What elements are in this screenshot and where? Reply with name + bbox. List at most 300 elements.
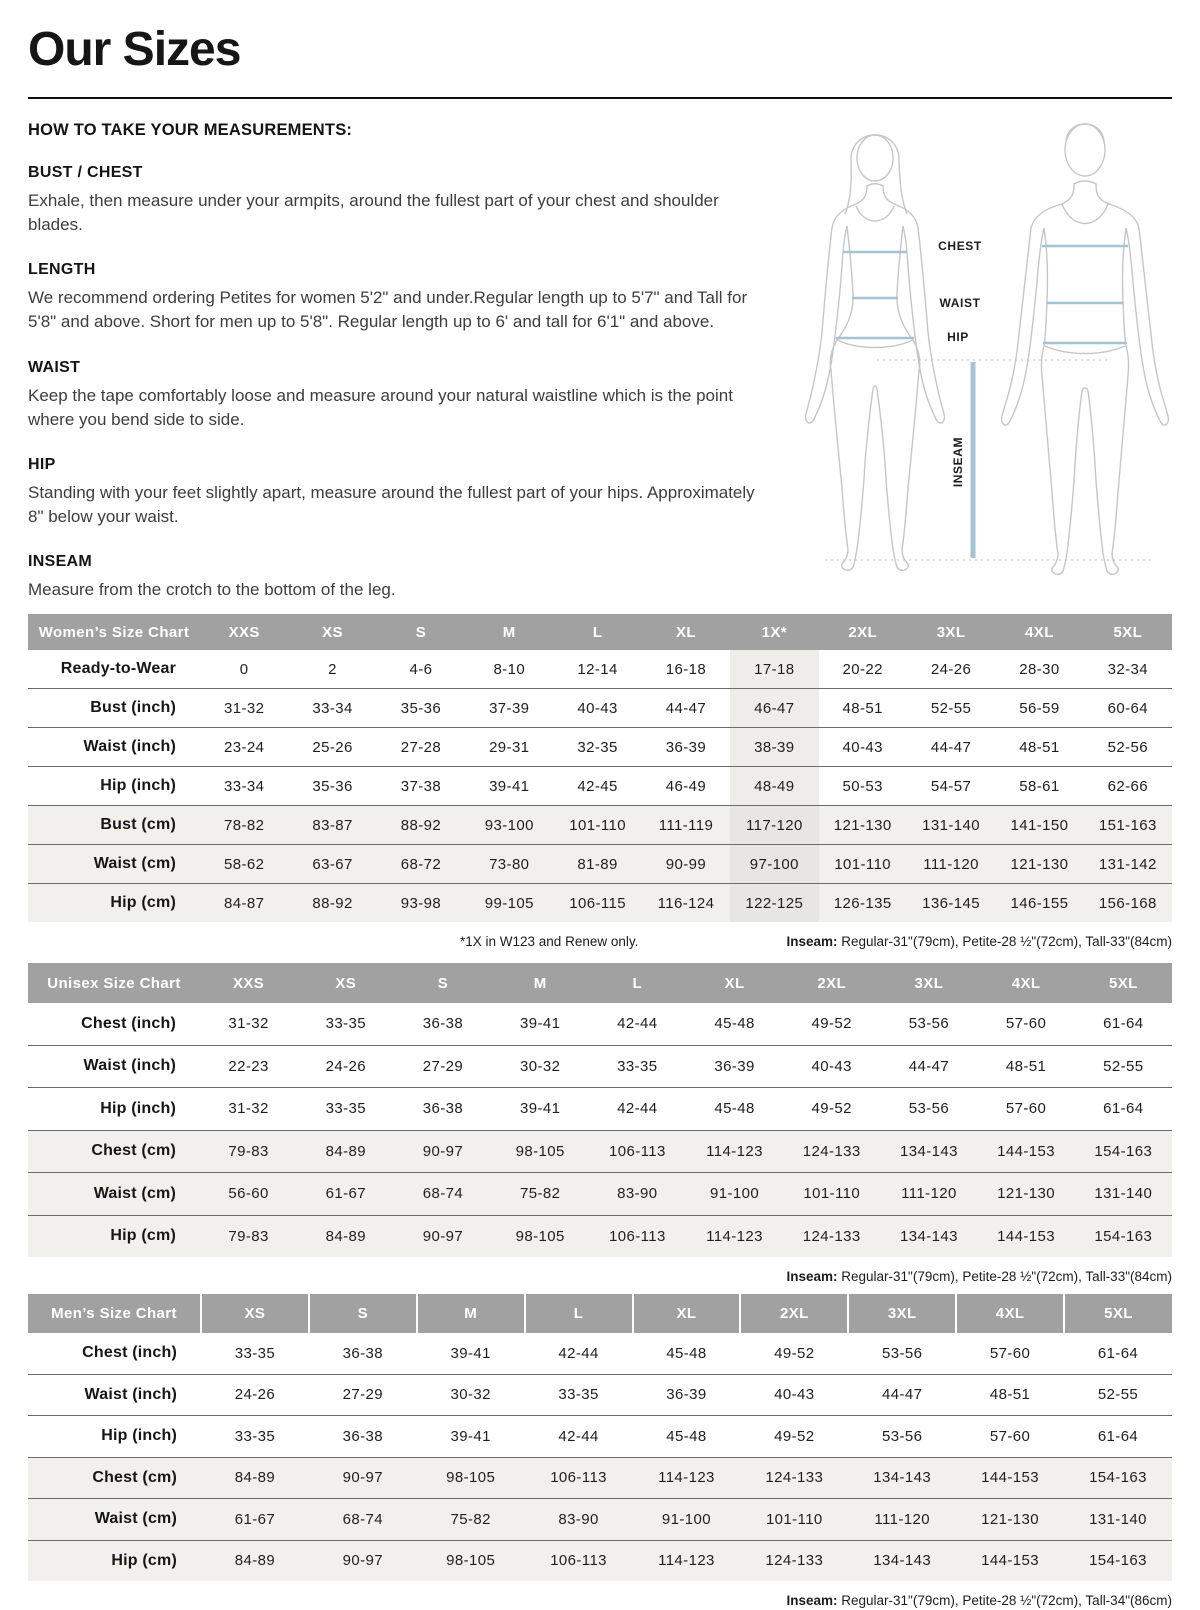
size-cell: 90-97 [309, 1540, 417, 1581]
size-cell: 49-52 [774, 1344, 815, 1362]
size-cell: 57-60 [989, 1344, 1031, 1362]
man-figure-illustration [1002, 124, 1169, 574]
size-cell: 114-123 [633, 1457, 741, 1499]
row-label: Chest (inch) [82, 1344, 177, 1362]
size-cell: 97-100 [730, 845, 818, 884]
inseam-footnote-text: Regular-31"(79cm), Petite-28 ½"(72cm), Tall-33"(84cm) [837, 934, 1172, 949]
size-cell: 32-34 [1107, 660, 1148, 678]
size-cell: 131-140 [1075, 1173, 1172, 1216]
size-cell: 58-62 [200, 845, 288, 884]
size-column-header: 2XL [819, 614, 907, 650]
row-label: Hip (cm) [28, 1215, 200, 1257]
size-column-header: 4XL [956, 1294, 1064, 1333]
size-column-header: XS [201, 1294, 309, 1333]
size-column-header: 1X* [730, 614, 818, 650]
size-cell: 116-124 [642, 884, 730, 923]
size-cell: 111-120 [880, 1173, 977, 1216]
size-column-header: XS [297, 963, 394, 1003]
unisex-size-chart-section [28, 963, 1172, 1286]
table-row [28, 689, 1172, 728]
size-cell: 30-32 [417, 1374, 525, 1416]
table-row [28, 650, 1172, 689]
size-cell: 31-32 [200, 1088, 297, 1131]
size-cell: 75-82 [492, 1173, 589, 1216]
size-cell: 48-51 [819, 689, 907, 728]
size-cell: 91-100 [633, 1499, 741, 1541]
size-cell: 61-64 [1064, 1416, 1172, 1458]
size-cell: 22-23 [200, 1045, 297, 1088]
section-body-waist: Keep the tape comfortably loose and measure around your natural waistline which is the point where you bend side to side. [28, 385, 733, 429]
size-cell: 53-56 [908, 1015, 950, 1033]
row-label: Chest (inch) [81, 1014, 176, 1032]
size-cell: 39-41 [519, 1015, 561, 1033]
size-cell: 106-113 [525, 1540, 633, 1581]
size-cell: 131-140 [907, 806, 995, 845]
size-cell: 68-74 [394, 1173, 491, 1216]
row-label: Waist (inch) [28, 1374, 201, 1416]
size-cell: 12-14 [577, 660, 618, 678]
size-cell: 33-35 [589, 1045, 686, 1088]
size-cell: 33-35 [297, 1088, 394, 1131]
size-cell: 52-56 [1084, 728, 1172, 767]
table-title: Women’s Size Chart [28, 614, 200, 650]
size-cell: 52-55 [1075, 1045, 1172, 1088]
table-row [28, 845, 1172, 884]
size-cell: 154-163 [1064, 1540, 1172, 1581]
size-cell: 60-64 [1084, 689, 1172, 728]
size-cell: 151-163 [1084, 806, 1172, 845]
size-cell: 98-105 [492, 1215, 589, 1257]
table-row [28, 884, 1172, 923]
size-cell: 48-51 [956, 1374, 1064, 1416]
size-cell: 84-89 [201, 1457, 309, 1499]
row-label: Bust (cm) [28, 806, 200, 845]
size-cell: 36-38 [422, 1015, 464, 1033]
size-cell: 124-133 [783, 1130, 880, 1173]
size-cell: 54-57 [907, 767, 995, 806]
size-column-header: XS [288, 614, 376, 650]
size-cell: 52-55 [907, 689, 995, 728]
table-row [28, 1499, 1172, 1541]
size-cell: 36-39 [686, 1045, 783, 1088]
row-label: Waist (inch) [28, 728, 200, 767]
size-cell: 29-31 [465, 728, 553, 767]
size-column-header: XXS [200, 614, 288, 650]
section-title-bust-chest: BUST / CHEST [28, 164, 143, 181]
size-cell: 17-18 [730, 650, 818, 689]
size-column-header: 3XL [907, 614, 995, 650]
size-cell: 126-135 [819, 884, 907, 923]
unisex-chart-notes [28, 1268, 1172, 1286]
row-label: Waist (cm) [28, 1499, 201, 1541]
size-cell: 61-64 [1103, 1015, 1144, 1033]
size-cell: 83-87 [288, 806, 376, 845]
row-label: Hip (cm) [28, 1540, 201, 1581]
table-row [28, 1088, 1172, 1131]
size-cell: 50-53 [819, 767, 907, 806]
section-body-length: We recommend ordering Petites for women 5'2" and under.Regular length up to 5'7" and Tall for 5'8" and above. Short for men up to 5'8". Regular length up to 6' and tall for 6'1" and above. [28, 288, 748, 332]
size-cell: 141-150 [995, 806, 1083, 845]
mens-chart-notes [28, 1592, 1172, 1610]
size-cell: 42-44 [558, 1344, 599, 1362]
size-cell: 42-45 [553, 767, 641, 806]
size-cell: 90-99 [642, 845, 730, 884]
size-cell: 122-125 [730, 884, 818, 923]
size-cell: 68-72 [377, 845, 465, 884]
size-cell: 24-26 [930, 660, 972, 678]
womens-size-chart-section [28, 614, 1172, 951]
size-cell: 121-130 [995, 845, 1083, 884]
size-cell: 44-47 [880, 1045, 977, 1088]
size-cell: 4-6 [409, 660, 433, 678]
size-cell: 37-39 [465, 689, 553, 728]
size-cell: 44-47 [848, 1374, 956, 1416]
size-cell: 36-38 [394, 1088, 491, 1131]
size-cell: 49-52 [811, 1015, 852, 1033]
size-cell: 42-44 [525, 1416, 633, 1458]
size-cell: 57-60 [956, 1416, 1064, 1458]
size-cell: 57-60 [978, 1088, 1075, 1131]
size-cell: 90-97 [394, 1130, 491, 1173]
size-cell: 33-34 [288, 689, 376, 728]
size-cell: 45-48 [686, 1088, 783, 1131]
size-column-header: 5XL [1064, 1294, 1172, 1333]
size-column-header: S [377, 614, 465, 650]
row-label: Hip (cm) [28, 884, 200, 923]
size-cell: 48-51 [995, 728, 1083, 767]
size-column-header: 2XL [783, 963, 880, 1003]
size-cell: 49-52 [783, 1088, 880, 1131]
size-cell: 33-35 [325, 1015, 366, 1033]
size-cell: 39-41 [465, 767, 553, 806]
measurement-instructions [28, 121, 763, 602]
mens-size-chart-table [28, 1294, 1172, 1581]
hip-label: HIP [947, 330, 969, 344]
header-row [28, 963, 1172, 1003]
size-cell: 53-56 [880, 1088, 977, 1131]
row-label: Waist (cm) [28, 845, 200, 884]
size-cell: 37-38 [377, 767, 465, 806]
size-cell: 35-36 [288, 767, 376, 806]
size-cell: 27-29 [394, 1045, 491, 1088]
size-column-header: 5XL [1075, 963, 1172, 1003]
size-cell: 84-89 [297, 1130, 394, 1173]
size-cell: 45-48 [633, 1416, 741, 1458]
section-title-inseam: INSEAM [28, 553, 93, 570]
size-cell: 81-89 [553, 845, 641, 884]
inseam-footnote-text: Regular-31"(79cm), Petite-28 ½"(72cm), Tall-34"(86cm) [837, 1593, 1172, 1608]
size-cell: 84-87 [200, 884, 288, 923]
size-cell: 27-29 [309, 1374, 417, 1416]
size-cell: 48-49 [730, 767, 818, 806]
size-column-header: 3XL [880, 963, 977, 1003]
size-column-header: XL [642, 614, 730, 650]
size-cell: 36-39 [642, 728, 730, 767]
size-cell: 98-105 [417, 1457, 525, 1499]
size-cell: 0 [239, 660, 249, 678]
table-row [28, 806, 1172, 845]
size-cell: 39-41 [450, 1344, 491, 1362]
size-cell: 99-105 [465, 884, 553, 923]
size-cell: 90-97 [394, 1215, 491, 1257]
size-cell: 154-163 [1075, 1130, 1172, 1173]
measurement-diagram [780, 100, 1180, 600]
size-cell: 36-38 [342, 1344, 383, 1362]
size-cell: 106-113 [589, 1130, 686, 1173]
size-cell: 84-89 [201, 1540, 309, 1581]
size-cell: 79-83 [200, 1215, 297, 1257]
table-row [28, 1374, 1172, 1416]
table-row [28, 1333, 1172, 1374]
size-cell: 46-49 [642, 767, 730, 806]
section-title-hip: HIP [28, 455, 56, 473]
size-cell: 106-113 [589, 1215, 686, 1257]
section-body-bust-chest: Exhale, then measure under your armpits, around the fullest part of your chest and shoulder blades. [28, 191, 719, 235]
size-column-header: 4XL [978, 963, 1075, 1003]
size-cell: 121-130 [956, 1499, 1064, 1541]
size-cell: 68-74 [309, 1499, 417, 1541]
size-cell: 134-143 [848, 1540, 956, 1581]
size-cell: 40-43 [819, 728, 907, 767]
size-cell: 134-143 [880, 1215, 977, 1257]
size-cell: 144-153 [978, 1215, 1075, 1257]
size-cell: 44-47 [642, 689, 730, 728]
header-row [28, 614, 1172, 650]
row-label: Hip (inch) [28, 1416, 201, 1458]
size-cell: 88-92 [288, 884, 376, 923]
size-cell: 44-47 [907, 728, 995, 767]
size-cell: 101-110 [553, 806, 641, 845]
unisex-size-chart-table [28, 963, 1172, 1257]
size-cell: 134-143 [880, 1130, 977, 1173]
table-row [28, 1215, 1172, 1257]
size-cell: 124-133 [740, 1457, 848, 1499]
size-column-header: S [309, 1294, 417, 1333]
size-column-header: L [589, 963, 686, 1003]
size-cell: 31-32 [228, 1015, 269, 1033]
inseam-footnote-label: Inseam: [786, 1269, 838, 1284]
size-cell: 33-35 [525, 1374, 633, 1416]
section-body-hip: Standing with your feet slightly apart, measure around the fullest part of your hips. Approximately 8" below your waist. [28, 482, 755, 526]
row-label: Ready-to-Wear [60, 660, 176, 677]
size-cell: 53-56 [848, 1416, 956, 1458]
inseam-footnote-label: Inseam: [786, 934, 838, 949]
size-cell: 33-35 [201, 1416, 309, 1458]
size-cell: 63-67 [288, 845, 376, 884]
size-cell: 24-26 [201, 1374, 309, 1416]
size-column-header: M [417, 1294, 525, 1333]
table-title: Men’s Size Chart [28, 1294, 201, 1333]
size-column-header: L [525, 1294, 633, 1333]
size-cell: 25-26 [288, 728, 376, 767]
size-cell: 106-115 [553, 884, 641, 923]
size-cell: 36-39 [633, 1374, 741, 1416]
size-cell: 146-155 [995, 884, 1083, 923]
size-cell: 45-48 [714, 1015, 755, 1033]
size-cell: 39-41 [492, 1088, 589, 1131]
page-title: Our Sizes [28, 23, 241, 76]
size-cell: 8-10 [493, 660, 526, 678]
inseam-label: INSEAM [951, 436, 965, 488]
size-cell: 93-98 [377, 884, 465, 923]
section-title-length: LENGTH [28, 261, 96, 279]
table-row [28, 1130, 1172, 1173]
size-column-header: 3XL [848, 1294, 956, 1333]
section-body-inseam: Measure from the crotch to the bottom of the leg. [28, 580, 396, 599]
size-column-header: M [465, 614, 553, 650]
size-cell: 131-142 [1084, 845, 1172, 884]
table-row [28, 1457, 1172, 1499]
size-cell: 134-143 [848, 1457, 956, 1499]
row-label: Waist (cm) [28, 1173, 200, 1216]
size-cell: 83-90 [525, 1499, 633, 1541]
size-cell: 144-153 [978, 1130, 1075, 1173]
row-label: Hip (inch) [28, 1088, 200, 1131]
size-cell: 40-43 [740, 1374, 848, 1416]
size-column-header: XL [633, 1294, 741, 1333]
size-cell: 57-60 [1005, 1015, 1047, 1033]
size-cell: 46-47 [730, 689, 818, 728]
size-cell: 61-64 [1097, 1344, 1139, 1362]
inseam-footnote [786, 1268, 1172, 1286]
asterisk-footnote: *1X in W123 and Renew only. [460, 934, 639, 949]
size-cell: 131-140 [1064, 1499, 1172, 1541]
size-cell: 124-133 [783, 1215, 880, 1257]
inseam-footnote-label: Inseam: [786, 1593, 838, 1608]
size-cell: 27-28 [377, 728, 465, 767]
table-row [28, 1003, 1172, 1045]
table-title: Unisex Size Chart [28, 963, 200, 1003]
section-title-waist: WAIST [28, 358, 81, 376]
size-cell: 23-24 [200, 728, 288, 767]
size-cell: 40-43 [553, 689, 641, 728]
size-cell: 124-133 [740, 1540, 848, 1581]
inseam-footnote [786, 1592, 1172, 1610]
size-cell: 154-163 [1075, 1215, 1172, 1257]
size-cell: 144-153 [956, 1457, 1064, 1499]
size-cell: 98-105 [492, 1130, 589, 1173]
size-cell: 121-130 [819, 806, 907, 845]
size-cell: 114-123 [633, 1540, 741, 1581]
size-cell: 30-32 [492, 1045, 589, 1088]
size-cell: 61-64 [1075, 1088, 1172, 1131]
size-cell: 144-153 [956, 1540, 1064, 1581]
size-cell: 154-163 [1064, 1457, 1172, 1499]
size-cell: 79-83 [200, 1130, 297, 1173]
table-row [28, 728, 1172, 767]
size-cell: 73-80 [465, 845, 553, 884]
size-column-header: XL [686, 963, 783, 1003]
size-cell: 62-66 [1084, 767, 1172, 806]
size-cell: 114-123 [686, 1130, 783, 1173]
size-cell: 52-55 [1064, 1374, 1172, 1416]
size-column-header: L [553, 614, 641, 650]
waist-label: WAIST [939, 296, 981, 310]
size-column-header: S [394, 963, 491, 1003]
size-cell: 101-110 [819, 845, 907, 884]
size-cell: 78-82 [200, 806, 288, 845]
woman-figure-illustration [806, 135, 945, 570]
size-cell: 16-18 [665, 660, 707, 678]
womens-chart-notes [28, 933, 1172, 951]
table-row [28, 1416, 1172, 1458]
size-cell: 56-59 [995, 689, 1083, 728]
size-cell: 56-60 [200, 1173, 297, 1216]
inseam-footnote-text: Regular-31"(79cm), Petite-28 ½"(72cm), Tall-33"(84cm) [837, 1269, 1172, 1284]
row-label: Chest (cm) [28, 1130, 200, 1173]
size-cell: 28-30 [1019, 660, 1060, 678]
chest-label: CHEST [938, 239, 982, 253]
size-cell: 111-119 [642, 806, 730, 845]
size-column-header: 4XL [995, 614, 1083, 650]
mens-size-chart-section [28, 1294, 1172, 1610]
size-cell: 117-120 [730, 806, 818, 845]
size-cell: 35-36 [377, 689, 465, 728]
size-cell: 20-22 [842, 660, 883, 678]
size-cell: 49-52 [740, 1416, 848, 1458]
row-label: Hip (inch) [28, 767, 200, 806]
size-cell: 40-43 [783, 1045, 880, 1088]
size-cell: 58-61 [995, 767, 1083, 806]
size-column-header: 2XL [740, 1294, 848, 1333]
size-column-header: M [492, 963, 589, 1003]
size-cell: 45-48 [666, 1344, 707, 1362]
womens-size-chart-table [28, 614, 1172, 922]
size-cell: 75-82 [417, 1499, 525, 1541]
size-cell: 111-120 [848, 1499, 956, 1541]
size-cell: 39-41 [417, 1416, 525, 1458]
size-cell: 36-38 [309, 1416, 417, 1458]
size-cell: 53-56 [882, 1344, 923, 1362]
table-row [28, 1173, 1172, 1216]
inseam-footnote [786, 933, 1172, 951]
size-cell: 38-39 [730, 728, 818, 767]
size-cell: 114-123 [686, 1215, 783, 1257]
size-cell: 83-90 [589, 1173, 686, 1216]
size-cell: 48-51 [978, 1045, 1075, 1088]
instructions-heading: HOW TO TAKE YOUR MEASUREMENTS: [28, 121, 353, 139]
size-cell: 106-113 [525, 1457, 633, 1499]
size-cell: 33-34 [200, 767, 288, 806]
size-cell: 42-44 [617, 1015, 658, 1033]
size-cell: 98-105 [417, 1540, 525, 1581]
size-cell: 24-26 [297, 1045, 394, 1088]
size-cell: 33-35 [234, 1344, 276, 1362]
title-divider [28, 97, 1172, 99]
table-row [28, 1540, 1172, 1581]
row-label: Waist (inch) [28, 1045, 200, 1088]
row-label: Chest (cm) [28, 1457, 201, 1499]
size-cell: 88-92 [377, 806, 465, 845]
size-cell: 91-100 [686, 1173, 783, 1216]
size-cell: 101-110 [783, 1173, 880, 1216]
size-cell: 111-120 [907, 845, 995, 884]
size-cell: 101-110 [740, 1499, 848, 1541]
size-column-header: 5XL [1084, 614, 1172, 650]
size-cell: 84-89 [297, 1215, 394, 1257]
size-cell: 90-97 [309, 1457, 417, 1499]
size-column-header: XXS [200, 963, 297, 1003]
size-cell: 121-130 [978, 1173, 1075, 1216]
table-row [28, 1045, 1172, 1088]
header-row [28, 1294, 1172, 1333]
size-cell: 42-44 [589, 1088, 686, 1131]
row-label: Bust (inch) [28, 689, 200, 728]
size-cell: 136-145 [907, 884, 995, 923]
size-cell: 93-100 [465, 806, 553, 845]
table-row [28, 767, 1172, 806]
size-cell: 31-32 [200, 689, 288, 728]
